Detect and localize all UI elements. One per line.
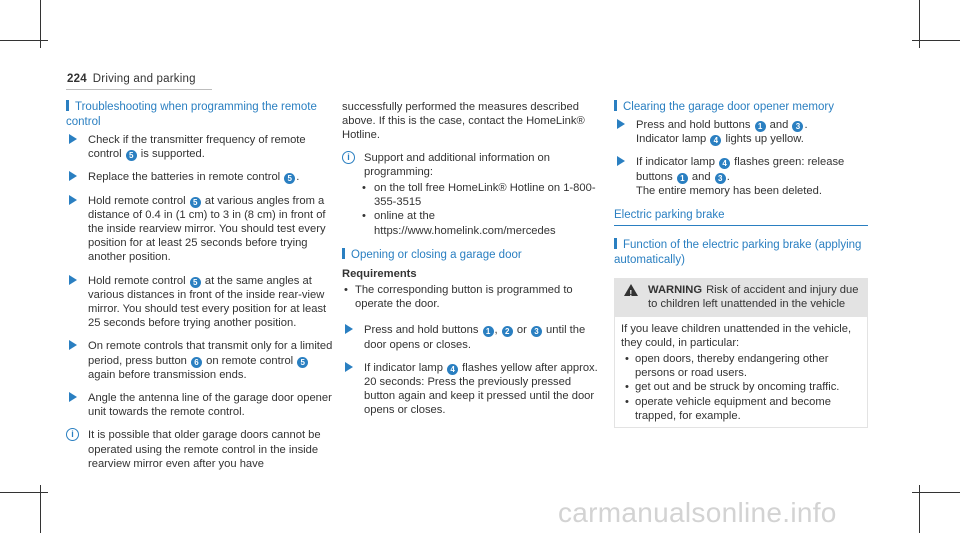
arrow-icon — [69, 195, 77, 205]
section-heading: Function of the electric parking brake (applying automatically) — [614, 239, 862, 267]
list-item: • operate vehicle equipment and become trapped, for example. — [621, 395, 861, 423]
list-item: • open doors, thereby endangering other persons or road users. — [621, 352, 861, 380]
arrow-icon — [617, 156, 625, 166]
header-divider — [66, 89, 212, 90]
callout-badge: 5 — [297, 357, 308, 368]
warning-text: Risk of accident and injury due to children left unattended in the vehicle — [648, 284, 859, 311]
callout-badge: 1 — [677, 173, 688, 184]
warning-header — [614, 278, 868, 316]
callout-badge: 4 — [719, 158, 730, 169]
callout-badge: 4 — [447, 364, 458, 375]
warning-body — [614, 317, 868, 428]
callout-badge: 3 — [792, 121, 803, 132]
instruction-step: On remote controls that transmit only for a limited period, press button 6 on remote control 5 again before transmission ends. — [66, 339, 334, 382]
crop-mark — [912, 40, 960, 41]
warning-box — [614, 278, 868, 428]
warning-list — [621, 352, 861, 423]
column-1 — [66, 100, 334, 479]
crop-mark — [912, 492, 960, 493]
arrow-icon — [617, 119, 625, 129]
paragraph: successfully performed the measures described above. If this is the case, contact the HomeLink® Hotline. — [342, 101, 585, 142]
arrow-icon — [69, 171, 77, 181]
callout-badge: 4 — [710, 135, 721, 146]
callout-badge: 2 — [502, 326, 513, 337]
info-icon: i — [342, 151, 355, 164]
list-item: • The corresponding button is programmed to operate the door. — [342, 283, 604, 311]
list-item: • online at the https://www.homelink.com/mercedes — [342, 209, 604, 237]
warning-triangle-icon: ! — [624, 284, 638, 296]
crop-mark — [0, 40, 48, 41]
callout-badge: 3 — [715, 173, 726, 184]
instruction-step: Replace the batteries in remote control 5 . — [66, 170, 334, 184]
instruction-step: Press and hold buttons 1 , 2 or 3 until the door opens or closes. — [342, 323, 604, 351]
info-note: i Support and additional information on programming: — [342, 151, 604, 179]
chapter-subheading: Electric parking brake — [614, 208, 868, 226]
list-item: • on the toll free HomeLink® Hotline on 1-800-355-3515 — [342, 181, 604, 209]
page-number: 224 — [67, 73, 87, 85]
warning-intro: If you leave children unattended in the vehicle, they could, in particular: — [621, 322, 852, 349]
requirements-list — [342, 283, 604, 311]
arrow-icon — [69, 134, 77, 144]
requirements-heading: Requirements — [342, 267, 417, 280]
crop-mark — [0, 492, 48, 493]
list-item: • get out and be struck by oncoming traffic. — [621, 380, 861, 394]
instruction-step: If indicator lamp 4 flashes green: release buttons 1 and 3 . The entire memory has been deleted. — [614, 155, 868, 198]
callout-badge: 5 — [190, 197, 201, 208]
column-3 — [614, 100, 868, 428]
callout-badge: 1 — [755, 121, 766, 132]
arrow-icon — [69, 340, 77, 350]
instruction-step: Press and hold buttons 1 and 3 . Indicator lamp 4 lights up yellow. — [614, 118, 868, 146]
chapter-title: Driving and parking — [92, 73, 196, 85]
instruction-step: If indicator lamp 4 flashes yellow after approx. 20 seconds: Press the previously pressed button again and keep it pressed until the door opens or closes. — [342, 361, 604, 418]
support-list — [342, 181, 604, 238]
section-heading: Troubleshooting when programming the remote control — [66, 101, 317, 128]
warning-title: WARNING — [648, 284, 703, 297]
callout-badge: 6 — [191, 357, 202, 368]
callout-badge: 1 — [483, 326, 494, 337]
arrow-icon — [345, 362, 353, 372]
instruction-step: Hold remote control 5 at the same angles at various distances in front of the inside rear-view mirror. You should test every position for at least 25 seconds before trying another position. — [66, 274, 334, 331]
arrow-icon — [69, 275, 77, 285]
watermark: carmanualsonline.info — [558, 497, 837, 528]
page-header — [67, 73, 196, 85]
arrow-icon — [69, 392, 77, 402]
section-heading: Clearing the garage door opener memory — [614, 100, 868, 115]
section-heading: Opening or closing a garage door — [342, 248, 604, 263]
instruction-step: Check if the transmitter frequency of remote control 5 is supported. — [66, 133, 334, 161]
arrow-icon — [345, 324, 353, 334]
column-2 — [342, 100, 604, 427]
callout-badge: 5 — [126, 150, 137, 161]
callout-badge: 3 — [531, 326, 542, 337]
info-note: i It is possible that older garage doors cannot be operated using the remote control in the inside rearview mirror even after you have — [66, 428, 334, 471]
instruction-step: Hold remote control 5 at various angles from a distance of 0.4 in (1 cm) to 3 in (8 cm) in front of the inside rearview mirror. You should test every position for at least 25 seconds before trying another position. — [66, 194, 334, 265]
instruction-step: Angle the antenna line of the garage door opener unit towards the remote control. — [66, 391, 334, 419]
callout-badge: 5 — [284, 173, 295, 184]
callout-badge: 5 — [190, 277, 201, 288]
info-icon: i — [66, 428, 79, 441]
